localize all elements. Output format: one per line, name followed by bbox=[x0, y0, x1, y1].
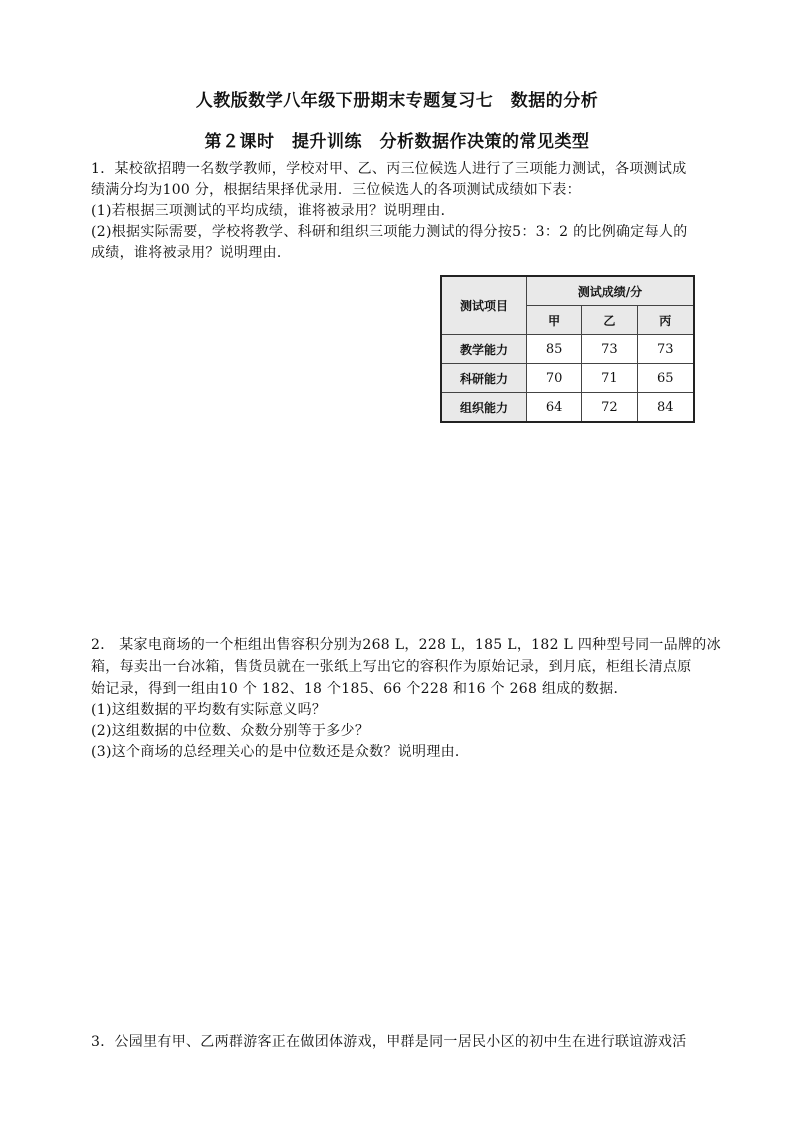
table-row-label: 组织能力 bbox=[441, 393, 527, 423]
table-column-header: 甲 bbox=[527, 306, 582, 335]
page-subtitle: 第２课时 提升训练 分析数据作决策的常见类型 bbox=[204, 132, 590, 152]
table-cell: 85 bbox=[527, 335, 582, 364]
question-2-line-1: 2． 某家电商场的一个柜组出售容积分别为268 L，228 L，185 L，182 L 四种型号同一品牌的冰 bbox=[91, 637, 721, 653]
table-cell: 72 bbox=[582, 393, 637, 423]
question-1-line-1: 1．某校欲招聘一名数学教师，学校对甲、乙、丙三位候选人进行了三项能力测试，各项测试成 bbox=[91, 161, 687, 177]
table-cell: 70 bbox=[527, 364, 582, 393]
question-2-part-3: (3)这个商场的总经理关心的是中位数还是众数？说明理由． bbox=[91, 744, 470, 760]
score-table bbox=[440, 275, 695, 423]
question-2-part-2: (2)这组数据的中位数、众数分别等于多少？ bbox=[91, 723, 370, 739]
table-group-header: 测试成绩/分 bbox=[527, 276, 695, 306]
table-row-label: 科研能力 bbox=[441, 364, 527, 393]
table-column-header: 丙 bbox=[637, 306, 694, 335]
table-row-header: 测试项目 bbox=[441, 276, 527, 335]
question-1-part-2: (2)根据实际需要，学校将教学、科研和组织三项能力测试的得分按5：3：2 的比例确定每人的 bbox=[91, 224, 688, 240]
question-1-line-2: 绩满分均为100 分，根据结果择优录用．三位候选人的各项测试成绩如下表： bbox=[91, 182, 581, 198]
table-cell: 71 bbox=[582, 364, 637, 393]
table-row bbox=[441, 393, 694, 423]
question-1-part-1: (1)若根据三项测试的平均成绩，谁将被录用？说明理由． bbox=[91, 203, 455, 219]
question-2-part-1: (1)这组数据的平均数有实际意义吗？ bbox=[91, 702, 327, 718]
table-row bbox=[441, 364, 694, 393]
table-row bbox=[441, 335, 694, 364]
table-cell: 84 bbox=[637, 393, 694, 423]
table-column-header: 乙 bbox=[582, 306, 637, 335]
table-cell: 64 bbox=[527, 393, 582, 423]
question-3-line-1: 3．公园里有甲、乙两群游客正在做团体游戏，甲群是同一居民小区的初中生在进行联谊游戏活 bbox=[91, 1034, 687, 1050]
table-row-label: 教学能力 bbox=[441, 335, 527, 364]
question-2-line-3: 始记录，得到一组由10 个 182、18 个185、66 个228 和16 个 268 组成的数据． bbox=[91, 681, 628, 697]
question-1-part-2-cont: 成绩，谁将被录用？说明理由． bbox=[91, 245, 292, 261]
table-cell: 65 bbox=[637, 364, 694, 393]
table-cell: 73 bbox=[582, 335, 637, 364]
question-2-line-2: 箱，每卖出一台冰箱，售货员就在一张纸上写出它的容积作为原始记录，到月底，柜组长清点原 bbox=[91, 659, 692, 675]
table-cell: 73 bbox=[637, 335, 694, 364]
page-title: 人教版数学八年级下册期末专题复习七 数据的分析 bbox=[195, 91, 599, 111]
